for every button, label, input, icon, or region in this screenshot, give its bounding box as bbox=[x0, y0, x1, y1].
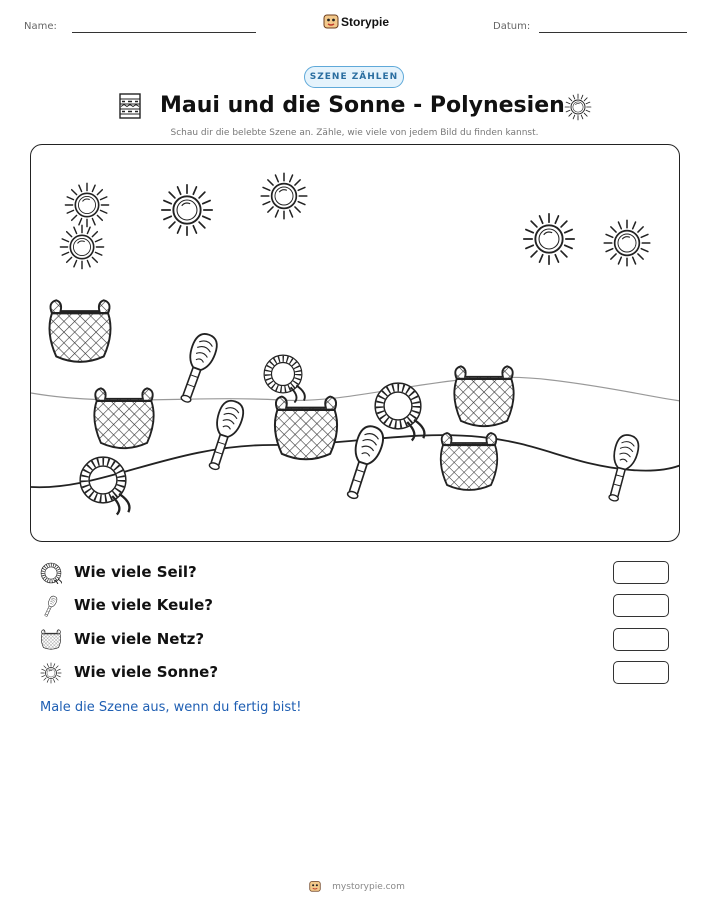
question-row-net bbox=[40, 626, 680, 654]
scene-net bbox=[275, 397, 337, 460]
scene-club bbox=[202, 398, 247, 473]
question-row-club bbox=[40, 592, 680, 620]
date-line[interactable] bbox=[539, 32, 687, 33]
name-label: Name: bbox=[24, 21, 57, 32]
scene-rope bbox=[268, 359, 305, 403]
counting-scene bbox=[30, 144, 680, 542]
sun-icon bbox=[564, 93, 592, 121]
question-row-rope bbox=[40, 559, 680, 587]
storypie-logo-icon bbox=[323, 13, 339, 29]
scene-net bbox=[441, 433, 498, 490]
site-url[interactable]: mystorypie.com bbox=[332, 882, 405, 892]
scene-net bbox=[49, 300, 110, 362]
scene-net bbox=[454, 366, 513, 426]
scene-net bbox=[94, 388, 153, 448]
brand-name: Storypie bbox=[341, 15, 390, 29]
scene-club bbox=[602, 433, 641, 504]
tapa-pattern-icon bbox=[119, 93, 141, 119]
scene-rope bbox=[380, 388, 425, 441]
answer-box-net[interactable] bbox=[613, 628, 669, 651]
page-subtitle: Schau dir die belebte Szene an. Zähle, wie viele von jedem Bild du finden kannst. bbox=[170, 128, 539, 138]
question-text: Wie viele Sonne? bbox=[74, 663, 219, 681]
scene-rope bbox=[85, 462, 130, 515]
page-title: Maui und die Sonne - Polynesien bbox=[160, 93, 565, 118]
net-icon bbox=[40, 629, 62, 651]
rope-icon bbox=[40, 562, 62, 584]
name-line[interactable] bbox=[72, 32, 256, 33]
scene-sun bbox=[65, 183, 108, 226]
club-icon bbox=[40, 595, 62, 617]
question-row-sun bbox=[40, 659, 680, 687]
question-text: Wie viele Seil? bbox=[74, 563, 197, 581]
scene-club bbox=[340, 423, 387, 502]
question-text: Wie viele Netz? bbox=[74, 630, 205, 648]
question-text: Wie viele Keule? bbox=[74, 596, 213, 614]
answer-box-rope[interactable] bbox=[613, 561, 669, 584]
answer-box-sun[interactable] bbox=[613, 661, 669, 684]
answer-box-club[interactable] bbox=[613, 594, 669, 617]
scene-sun bbox=[524, 214, 574, 264]
scene-count-badge: SZENE ZÄHLEN bbox=[304, 66, 404, 88]
sun-icon bbox=[40, 662, 62, 684]
scene-club bbox=[174, 331, 221, 406]
back-hill-line bbox=[31, 377, 680, 401]
date-label: Datum: bbox=[493, 21, 531, 32]
coloring-instruction: Male die Szene aus, wenn du fertig bist! bbox=[40, 700, 302, 715]
scene-sun bbox=[604, 220, 650, 266]
scene-sun bbox=[162, 185, 212, 235]
scene-sun bbox=[261, 173, 307, 219]
scene-sun bbox=[60, 225, 103, 268]
